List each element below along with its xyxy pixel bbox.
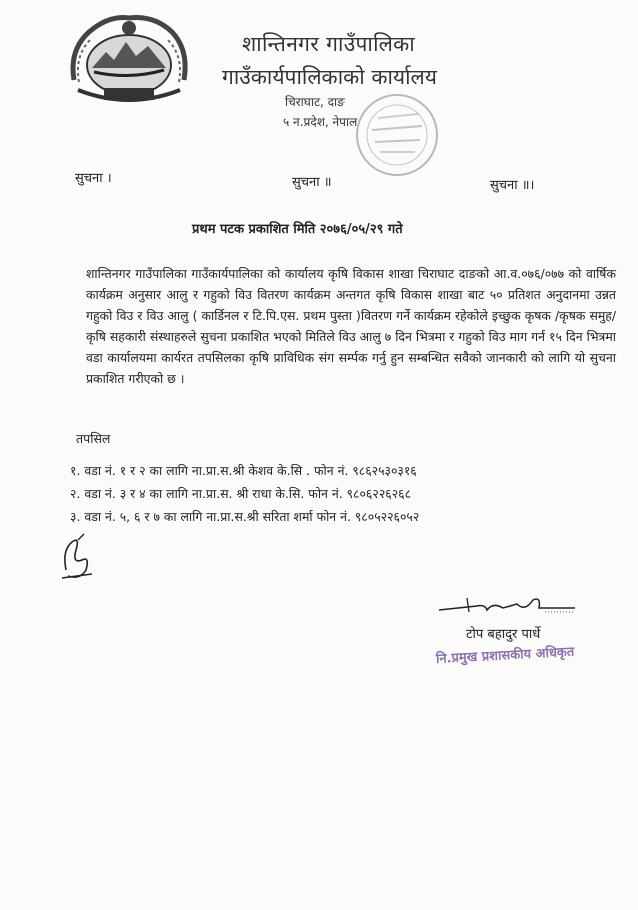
- signatory-name: टोप बहादुर पार्धे: [466, 627, 541, 642]
- notice-label-1: सुचना ।: [75, 171, 112, 186]
- list-item: १. वडा नं. १ र २ का लागि ना.प्रा.स.श्री केशव के.सि . फोन नं. ९८६२५३०३१६: [70, 463, 417, 478]
- municipality-name: शान्तिनगर गाउँपालिका: [242, 32, 416, 56]
- signatory-title-stamp: नि.प्रमुख प्रशासकीय अधिकृत: [435, 644, 575, 667]
- notice-label-2: सुचना ॥: [292, 175, 332, 190]
- notice-body: [86, 263, 616, 389]
- address-line-1: चिराघाट, दाङ: [285, 95, 345, 109]
- list-item: २. वडा नं. ३ र ४ का लागि ना.प्रा.स. श्री राधा के.सि. फोन नं. ९८०६२२६२६८: [70, 486, 412, 501]
- office-name: गाउँकार्यपालिकाको कार्यालय: [222, 65, 437, 89]
- contact-list: [70, 462, 419, 531]
- address-line-2: ५ न.प्रदेश, नेपाल: [283, 115, 358, 129]
- office-stamp-icon: [350, 90, 445, 180]
- notice-body-text: शान्तिनगर गाउँपालिका गाउँकार्यपालिका को कार्यालय कृषि विकास शाखा चिराघाट दाङको आ.व.०७६/०७७ को वार्षिक कार्यक्रम अनुसार आलु र गहुको विउ वितरण कार्यक्रम अन्तगत कृषि विकास शाखा बाट ५० प्रतिशत अनुदानमा उन्नत गहुको विउ र विउ आलु ( कार्डिनल र टि.पि.एस. प्रथम पुस्ता )वितरण गर्ने कार्यक्रम रहेकोले इच्छुक कृषक /कृषक समुह/कृषि सहकारी संस्थाहरुले सुचना प्रकाशित भएको मितिले विउ आलु ७ दिन भित्रमा र गहुको विउ माग गर्न १५ दिन भित्रमा वडा कार्यालयमा कार्यरत तपसिलका कृषि प्राविधिक संग सर्म्पक गर्नु हुन सम्बन्धित सवैको जानकारी को लागि यो सुचना प्रकाशित गरीएको छ ।: [86, 266, 616, 386]
- signature-icon: [437, 592, 577, 620]
- published-date: प्रथम पटक प्रकाशित मिति २०७६/०५/२९ गते: [192, 222, 403, 237]
- tapsil-label: तपसिल: [76, 431, 111, 446]
- list-item: ३. वडा नं. ५, ६ र ७ का लागि ना.प्रा.स.श्री सरिता शर्मा फोन नं. ९८०५२२६०५२: [70, 509, 420, 524]
- notice-label-3: सुचना ॥।: [490, 178, 535, 193]
- signature-icon: [58, 530, 98, 585]
- nepal-emblem-icon: [64, 10, 194, 110]
